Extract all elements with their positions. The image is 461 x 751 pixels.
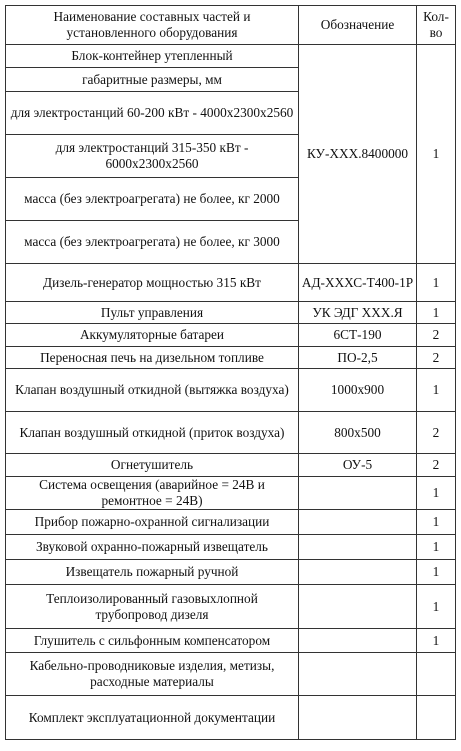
row-name: Система освещения (аварийное = 24В и ремонтное = 24В) <box>6 477 299 510</box>
row-name: Теплоизолированный газовыхлопной трубопровод дизеля <box>6 585 299 629</box>
row-designation <box>299 696 417 740</box>
row-designation: ОУ-5 <box>299 454 417 477</box>
header-designation: Обозначение <box>299 6 417 45</box>
table-row <box>6 585 456 629</box>
row-designation <box>299 535 417 560</box>
row-designation <box>299 653 417 696</box>
block-subrow: масса (без электроагрегата) не более, кг 3000 <box>6 221 299 264</box>
row-qty: 2 <box>417 412 456 454</box>
row-qty: 1 <box>417 535 456 560</box>
table-row <box>6 696 456 740</box>
block-subrow: для электростанций 315-350 кВт - 6000х2300х2560 <box>6 135 299 178</box>
table-row <box>6 510 456 535</box>
block-subrow: габаритные размеры, мм <box>6 68 299 92</box>
row-name: Огнетушитель <box>6 454 299 477</box>
row-qty: 2 <box>417 347 456 369</box>
table-row <box>6 412 456 454</box>
row-designation: 6СТ-190 <box>299 324 417 347</box>
table-row <box>6 264 456 302</box>
row-name: Прибор пожарно-охранной сигнализации <box>6 510 299 535</box>
table-row <box>6 324 456 347</box>
block-subrow: для электростанций 60-200 кВт - 4000х2300х2560 <box>6 92 299 135</box>
row-designation <box>299 560 417 585</box>
row-name: Глушитель с сильфонным компенсатором <box>6 629 299 653</box>
row-qty <box>417 696 456 740</box>
table-row <box>6 653 456 696</box>
row-qty <box>417 653 456 696</box>
table-row <box>6 45 456 68</box>
row-qty: 2 <box>417 454 456 477</box>
row-qty: 1 <box>417 510 456 535</box>
row-name: Пульт управления <box>6 302 299 324</box>
row-name: Звуковой охранно-пожарный извещатель <box>6 535 299 560</box>
row-designation <box>299 510 417 535</box>
table-row <box>6 454 456 477</box>
header-qty: Кол-во <box>417 6 456 45</box>
row-qty: 2 <box>417 324 456 347</box>
row-name: Кабельно-проводниковые изделия, метизы, расходные материалы <box>6 653 299 696</box>
table-row <box>6 369 456 412</box>
table-row <box>6 560 456 585</box>
header-name: Наименование составных частей и установленного оборудования <box>6 6 299 45</box>
row-name: Извещатель пожарный ручной <box>6 560 299 585</box>
row-qty: 1 <box>417 560 456 585</box>
block-designation: КУ-ХХХ.8400000 <box>299 45 417 264</box>
row-designation: АД-ХХХС-Т400-1Р <box>299 264 417 302</box>
table-row <box>6 302 456 324</box>
row-name: Клапан воздушный откидной (приток воздуха) <box>6 412 299 454</box>
row-designation <box>299 629 417 653</box>
row-name: Комплект эксплуатационной документации <box>6 696 299 740</box>
row-designation: 800х500 <box>299 412 417 454</box>
row-qty: 1 <box>417 585 456 629</box>
table-row <box>6 535 456 560</box>
row-designation: УК ЭДГ ХХХ.Я <box>299 302 417 324</box>
row-qty: 1 <box>417 264 456 302</box>
row-name: Клапан воздушный откидной (вытяжка воздуха) <box>6 369 299 412</box>
table-row <box>6 347 456 369</box>
header-row <box>6 6 456 45</box>
block-qty: 1 <box>417 45 456 264</box>
row-designation: 1000х900 <box>299 369 417 412</box>
row-name: Переносная печь на дизельном топливе <box>6 347 299 369</box>
block-subrow: Блок-контейнер утепленный <box>6 45 299 68</box>
row-qty: 1 <box>417 477 456 510</box>
block-subrow: масса (без электроагрегата) не более, кг 2000 <box>6 178 299 221</box>
row-qty: 1 <box>417 369 456 412</box>
row-qty: 1 <box>417 302 456 324</box>
row-designation: ПО-2,5 <box>299 347 417 369</box>
table-row <box>6 477 456 510</box>
row-designation <box>299 477 417 510</box>
row-designation <box>299 585 417 629</box>
row-qty: 1 <box>417 629 456 653</box>
table-row <box>6 629 456 653</box>
row-name: Аккумуляторные батареи <box>6 324 299 347</box>
equipment-table <box>5 5 456 740</box>
row-name: Дизель-генератор мощностью 315 кВт <box>6 264 299 302</box>
